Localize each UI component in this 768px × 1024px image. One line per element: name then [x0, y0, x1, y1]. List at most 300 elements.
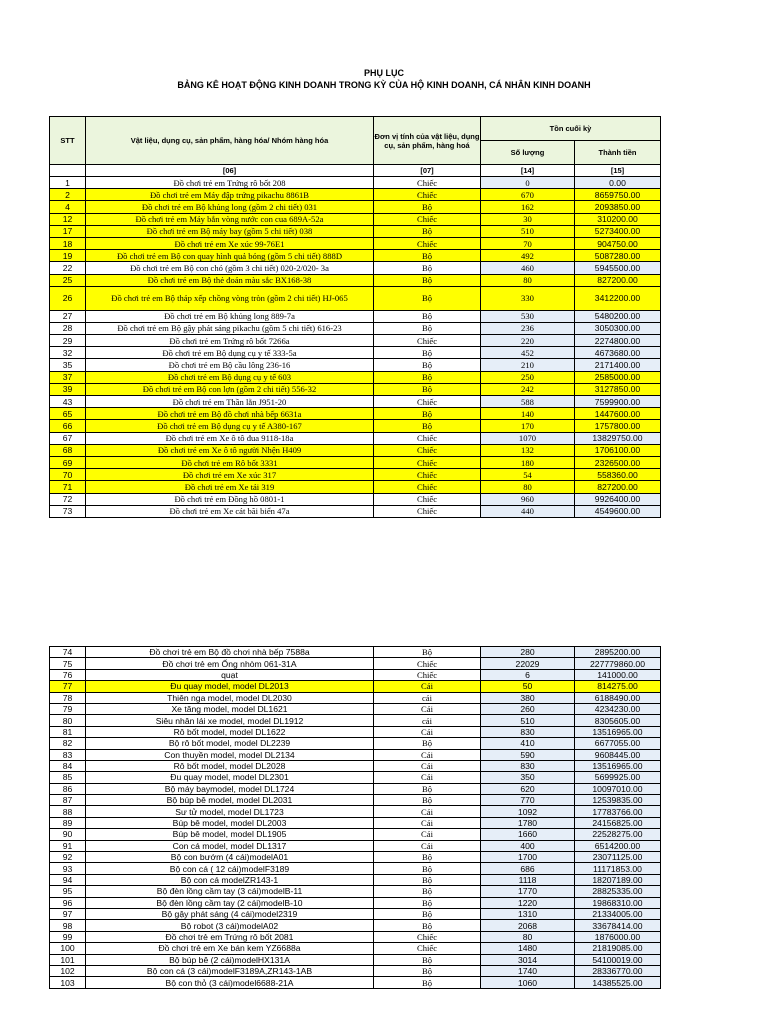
table-row	[50, 931, 661, 942]
table-row	[50, 863, 661, 874]
cell-quantity: 70	[481, 237, 575, 249]
cell-quantity: 22029	[481, 658, 575, 669]
table-row	[50, 432, 661, 444]
cell-stt: 76	[50, 669, 86, 680]
table-row	[50, 505, 661, 517]
cell-amount: 13829750.00	[575, 432, 661, 444]
cell-amount: 227779860.00	[575, 658, 661, 669]
cell-unit: Bộ	[374, 322, 481, 334]
cell-quantity: 1220	[481, 897, 575, 908]
cell-stt: 4	[50, 201, 86, 213]
cell-item-name: Đồ chơi trẻ em Xe xúc 99-76E1	[86, 237, 374, 249]
cell-quantity: 770	[481, 795, 575, 806]
table-row	[50, 189, 661, 201]
cell-stt: 19	[50, 250, 86, 262]
code-stt	[50, 165, 86, 177]
cell-item-name: Bộ con cá (3 cái)modelF3189A,ZR143-1AB	[86, 965, 374, 976]
cell-amount: 558360.00	[575, 469, 661, 481]
cell-unit: Bộ	[374, 886, 481, 897]
table-row	[50, 322, 661, 334]
table-row	[50, 658, 661, 669]
cell-stt: 82	[50, 738, 86, 749]
cell-item-name: Đồ chơi trẻ em Bộ thẻ đoán màu sắc BX168-38	[86, 274, 374, 286]
cell-quantity: 510	[481, 225, 575, 237]
cell-quantity: 1118	[481, 874, 575, 885]
cell-unit: Bộ	[374, 977, 481, 988]
cell-item-name: Đồ chơi trẻ em Xe tải 319	[86, 481, 374, 493]
code-quantity: [14]	[481, 165, 575, 177]
cell-stt: 37	[50, 371, 86, 383]
cell-item-name: Thiên nga model, model DL2030	[86, 692, 374, 703]
cell-unit: Cái	[374, 829, 481, 840]
cell-unit: Bộ	[374, 310, 481, 322]
table-row	[50, 481, 661, 493]
cell-item-name: Đồ chơi trẻ em Bộ đồ chơi nhà bếp 7588a	[86, 647, 374, 658]
cell-quantity: 80	[481, 274, 575, 286]
cell-quantity: 590	[481, 749, 575, 760]
cell-amount: 19868310.00	[575, 897, 661, 908]
cell-item-name: Bộ gậy phát sáng (4 cái)model2319	[86, 908, 374, 919]
cell-quantity: 460	[481, 262, 575, 274]
table-row	[50, 681, 661, 692]
table-row	[50, 493, 661, 505]
cell-quantity: 132	[481, 444, 575, 456]
cell-amount: 1876000.00	[575, 931, 661, 942]
cell-unit: Bộ	[374, 286, 481, 310]
cell-unit: Cái	[374, 749, 481, 760]
cell-unit: Chiếc	[374, 189, 481, 201]
cell-amount: 2895200.00	[575, 647, 661, 658]
cell-item-name: Đồ chơi trẻ em Trứng rô bốt 7266a	[86, 335, 374, 347]
cell-quantity: 210	[481, 359, 575, 371]
cell-amount: 7599900.00	[575, 396, 661, 408]
cell-stt: 12	[50, 213, 86, 225]
cell-stt: 94	[50, 874, 86, 885]
cell-quantity: 2068	[481, 920, 575, 931]
cell-unit: Bộ	[374, 863, 481, 874]
cell-amount: 904750.00	[575, 237, 661, 249]
cell-quantity: 830	[481, 726, 575, 737]
cell-unit: Bộ	[374, 647, 481, 658]
cell-amount: 5699925.00	[575, 772, 661, 783]
table-row	[50, 738, 661, 749]
cell-unit: Chiếc	[374, 931, 481, 942]
cell-item-name: Bộ robot (3 cái)modelA02	[86, 920, 374, 931]
code-unit: [07]	[374, 165, 481, 177]
cell-amount: 141000.00	[575, 669, 661, 680]
cell-amount: 0.00	[575, 177, 661, 189]
cell-item-name: Bộ con thỏ (3 cái)model6688-21A	[86, 977, 374, 988]
cell-stt: 96	[50, 897, 86, 908]
cell-item-name: Đu quay model, model DL2013	[86, 681, 374, 692]
cell-item-name: Đồ chơi trẻ em Bộ đồ chơi nhà bếp 6631a	[86, 408, 374, 420]
cell-amount: 2171400.00	[575, 359, 661, 371]
cell-quantity: 250	[481, 371, 575, 383]
cell-amount: 11171853.00	[575, 863, 661, 874]
table-row	[50, 420, 661, 432]
cell-stt: 91	[50, 840, 86, 851]
cell-stt: 73	[50, 505, 86, 517]
cell-stt: 83	[50, 749, 86, 760]
cell-stt: 98	[50, 920, 86, 931]
cell-stt: 77	[50, 681, 86, 692]
cell-quantity: 452	[481, 347, 575, 359]
cell-stt: 90	[50, 829, 86, 840]
cell-item-name: Con thuyền model, model DL2134	[86, 749, 374, 760]
cell-unit: Chiếc	[374, 505, 481, 517]
cell-quantity: 440	[481, 505, 575, 517]
cell-item-name: Đồ chơi trẻ em Xe cát bãi biển 47a	[86, 505, 374, 517]
cell-amount: 18207189.00	[575, 874, 661, 885]
cell-stt: 92	[50, 852, 86, 863]
cell-amount: 6188490.00	[575, 692, 661, 703]
table-row	[50, 897, 661, 908]
header-stt: STT	[50, 117, 86, 165]
cell-amount: 827200.00	[575, 274, 661, 286]
header-ending-stock: Tồn cuối kỳ	[481, 117, 661, 141]
cell-amount: 3127850.00	[575, 383, 661, 395]
cell-stt: 97	[50, 908, 86, 919]
cell-amount: 2274800.00	[575, 335, 661, 347]
table-row	[50, 444, 661, 456]
table-row	[50, 274, 661, 286]
cell-stt: 39	[50, 383, 86, 395]
cell-unit: Chiếc	[374, 432, 481, 444]
cell-stt: 95	[50, 886, 86, 897]
table-row	[50, 920, 661, 931]
cell-quantity: 1700	[481, 852, 575, 863]
cell-quantity: 530	[481, 310, 575, 322]
table-row	[50, 177, 661, 189]
cell-unit: Chiếc	[374, 335, 481, 347]
cell-item-name: Rô bốt model, model DL2028	[86, 760, 374, 771]
cell-item-name: Bộ đèn lồng cầm tay (2 cái)modelB-10	[86, 897, 374, 908]
cell-item-name: Bộ con cá modelZR143-1	[86, 874, 374, 885]
cell-stt: 78	[50, 692, 86, 703]
cell-stt: 85	[50, 772, 86, 783]
cell-unit: Bộ	[374, 908, 481, 919]
table-row	[50, 726, 661, 737]
table-row	[50, 965, 661, 976]
cell-amount: 28825335.00	[575, 886, 661, 897]
cell-item-name: Bộ rô bốt model, model DL2239	[86, 738, 374, 749]
header-name: Vật liệu, dụng cụ, sản phẩm, hàng hóa/ Nhóm hàng hóa	[86, 117, 374, 165]
cell-unit: Bộ	[374, 795, 481, 806]
cell-item-name: Đồ chơi trẻ em Bộ tháp xếp chồng vòng tròn (gồm 2 chi tiết) HJ-065	[86, 286, 374, 310]
table-row	[50, 250, 661, 262]
cell-item-name: Đồ chơi trẻ em Rô bốt 3331	[86, 456, 374, 468]
cell-stt: 65	[50, 408, 86, 420]
cell-amount: 8305605.00	[575, 715, 661, 726]
cell-unit: Bộ	[374, 420, 481, 432]
cell-unit: Bộ	[374, 783, 481, 794]
cell-quantity: 960	[481, 493, 575, 505]
cell-unit: Bộ	[374, 920, 481, 931]
cell-unit: Chiếc	[374, 237, 481, 249]
cell-quantity: 80	[481, 481, 575, 493]
cell-amount: 4549600.00	[575, 505, 661, 517]
cell-quantity: 510	[481, 715, 575, 726]
cell-stt: 35	[50, 359, 86, 371]
cell-unit: Cái	[374, 703, 481, 714]
cell-unit: Chiếc	[374, 481, 481, 493]
table-row	[50, 647, 661, 658]
cell-stt: 84	[50, 760, 86, 771]
table-row	[50, 886, 661, 897]
cell-unit: Chiếc	[374, 943, 481, 954]
cell-quantity: 830	[481, 760, 575, 771]
cell-unit: Bộ	[374, 359, 481, 371]
table-row	[50, 359, 661, 371]
cell-amount: 6677055.00	[575, 738, 661, 749]
header-unit: Đơn vị tính của vật liệu, dụng cụ, sản phẩm, hàng hoá	[374, 117, 481, 165]
cell-item-name: Đồ chơi trẻ em Trứng rô bốt 208	[86, 177, 374, 189]
cell-quantity: 242	[481, 383, 575, 395]
cell-stt: 67	[50, 432, 86, 444]
cell-stt: 29	[50, 335, 86, 347]
cell-item-name: Đồ chơi trẻ em Bộ con lợn (gồm 2 chi tiết) 556-32	[86, 383, 374, 395]
cell-quantity: 620	[481, 783, 575, 794]
cell-quantity: 80	[481, 931, 575, 942]
cell-amount: 1706100.00	[575, 444, 661, 456]
table-row	[50, 703, 661, 714]
cell-quantity: 410	[481, 738, 575, 749]
header-quantity: Số lượng	[481, 141, 575, 165]
table-row	[50, 760, 661, 771]
cell-stt: 28	[50, 322, 86, 334]
cell-quantity: 380	[481, 692, 575, 703]
table-row	[50, 456, 661, 468]
cell-item-name: Đồ chơi trẻ em Ống nhòm 061-31A	[86, 658, 374, 669]
cell-quantity: 1060	[481, 977, 575, 988]
cell-quantity: 1310	[481, 908, 575, 919]
cell-quantity: 1660	[481, 829, 575, 840]
cell-item-name: Búp bê model, model DL1905	[86, 829, 374, 840]
cell-stt: 101	[50, 954, 86, 965]
cell-item-name: Đồ chơi trẻ em Bộ máy bay (gồm 5 chi tiết) 038	[86, 225, 374, 237]
table-row	[50, 201, 661, 213]
table-row	[50, 783, 661, 794]
cell-item-name: Đu quay model, model DL2301	[86, 772, 374, 783]
table-row	[50, 954, 661, 965]
cell-item-name: Bộ búp bê model, model DL2031	[86, 795, 374, 806]
cell-stt: 27	[50, 310, 86, 322]
cell-amount: 5087280.00	[575, 250, 661, 262]
page-title: PHỤ LỤC	[364, 68, 404, 78]
table-row	[50, 371, 661, 383]
cell-stt: 74	[50, 647, 86, 658]
cell-item-name: Bộ con cá ( 12 cái)modelF3189	[86, 863, 374, 874]
cell-stt: 102	[50, 965, 86, 976]
cell-unit: Cái	[374, 806, 481, 817]
cell-unit: cái	[374, 715, 481, 726]
cell-unit: Bộ	[374, 383, 481, 395]
cell-amount: 54100019.00	[575, 954, 661, 965]
cell-stt: 72	[50, 493, 86, 505]
table-row	[50, 817, 661, 828]
cell-unit: Chiếc	[374, 669, 481, 680]
cell-stt: 18	[50, 237, 86, 249]
table-row	[50, 908, 661, 919]
table-row	[50, 840, 661, 851]
cell-stt: 43	[50, 396, 86, 408]
cell-item-name: Đồ chơi trẻ em Bộ khủng long (gồm 2 chi tiết) 031	[86, 201, 374, 213]
cell-unit: Cái	[374, 760, 481, 771]
table-row	[50, 692, 661, 703]
cell-quantity: 492	[481, 250, 575, 262]
cell-item-name: Đồ chơi trẻ em Bộ khủng long 889-7a	[86, 310, 374, 322]
table-row	[50, 383, 661, 395]
cell-stt: 2	[50, 189, 86, 201]
cell-stt: 89	[50, 817, 86, 828]
cell-quantity: 236	[481, 322, 575, 334]
table-row	[50, 977, 661, 988]
cell-stt: 70	[50, 469, 86, 481]
cell-unit: Chiếc	[374, 469, 481, 481]
cell-unit: Bộ	[374, 408, 481, 420]
cell-unit: Cái	[374, 772, 481, 783]
cell-amount: 1757800.00	[575, 420, 661, 432]
cell-quantity: 330	[481, 286, 575, 310]
cell-unit: cái	[374, 692, 481, 703]
cell-unit: Chiếc	[374, 213, 481, 225]
cell-amount: 9608445.00	[575, 749, 661, 760]
cell-item-name: Đồ chơi trẻ em Bộ dụng cụ y tế 333-5a	[86, 347, 374, 359]
table-row	[50, 408, 661, 420]
cell-item-name: Đồ chơi trẻ em Bộ cầu lông 236-16	[86, 359, 374, 371]
cell-item-name: Bộ con bướm (4 cái)modelA01	[86, 852, 374, 863]
cell-amount: 3050300.00	[575, 322, 661, 334]
cell-unit: Bộ	[374, 965, 481, 976]
cell-amount: 22528275.00	[575, 829, 661, 840]
cell-amount: 28336770.00	[575, 965, 661, 976]
cell-amount: 5945500.00	[575, 262, 661, 274]
cell-amount: 13516965.00	[575, 760, 661, 771]
table-row	[50, 396, 661, 408]
cell-quantity: 162	[481, 201, 575, 213]
cell-amount: 5480200.00	[575, 310, 661, 322]
cell-amount: 4234230.00	[575, 703, 661, 714]
cell-stt: 99	[50, 931, 86, 942]
cell-item-name: Đồ chơi trẻ em Thần lằn J951-20	[86, 396, 374, 408]
table-row	[50, 874, 661, 885]
cell-quantity: 1740	[481, 965, 575, 976]
cell-unit: Chiếc	[374, 493, 481, 505]
cell-stt: 1	[50, 177, 86, 189]
cell-item-name: Con cá model, model DL1317	[86, 840, 374, 851]
cell-item-name: Đồ chơi trẻ em Đồng hồ 0801-1	[86, 493, 374, 505]
cell-stt: 69	[50, 456, 86, 468]
cell-unit: Chiếc	[374, 444, 481, 456]
cell-item-name: Đồ chơi trẻ em Xe ô tô người Nhện H409	[86, 444, 374, 456]
cell-stt: 93	[50, 863, 86, 874]
cell-unit: Bộ	[374, 371, 481, 383]
cell-amount: 6514200.00	[575, 840, 661, 851]
cell-amount: 1447600.00	[575, 408, 661, 420]
table-row	[50, 795, 661, 806]
cell-quantity: 1480	[481, 943, 575, 954]
cell-stt: 100	[50, 943, 86, 954]
cell-unit: Bộ	[374, 250, 481, 262]
cell-quantity: 220	[481, 335, 575, 347]
cell-quantity: 1092	[481, 806, 575, 817]
cell-quantity: 1780	[481, 817, 575, 828]
cell-amount: 827200.00	[575, 481, 661, 493]
cell-stt: 86	[50, 783, 86, 794]
cell-quantity: 280	[481, 647, 575, 658]
cell-quantity: 170	[481, 420, 575, 432]
table-row	[50, 225, 661, 237]
cell-quantity: 350	[481, 772, 575, 783]
cell-unit: Cái	[374, 817, 481, 828]
cell-unit: Bộ	[374, 347, 481, 359]
cell-amount: 17783766.00	[575, 806, 661, 817]
cell-stt: 22	[50, 262, 86, 274]
cell-amount: 14385525.00	[575, 977, 661, 988]
cell-unit: Bộ	[374, 262, 481, 274]
table-row	[50, 237, 661, 249]
cell-unit: Chiếc	[374, 396, 481, 408]
cell-amount: 13516965.00	[575, 726, 661, 737]
cell-item-name: Siêu nhân lái xe model, model DL1912	[86, 715, 374, 726]
cell-item-name: Đồ chơi trẻ em Bộ con quay hình quả bóng (gồm 5 chi tiết) 888D	[86, 250, 374, 262]
cell-stt: 87	[50, 795, 86, 806]
cell-unit: Chiếc	[374, 456, 481, 468]
cell-quantity: 260	[481, 703, 575, 714]
cell-quantity: 0	[481, 177, 575, 189]
cell-quantity: 30	[481, 213, 575, 225]
cell-unit: Cái	[374, 840, 481, 851]
cell-item-name: Đồ chơi trẻ em Bộ dụng cụ y tế A380-167	[86, 420, 374, 432]
cell-unit: Chiếc	[374, 177, 481, 189]
cell-amount: 8659750.00	[575, 189, 661, 201]
cell-unit: Cái	[374, 726, 481, 737]
cell-item-name: Bộ búp bê (2 cái)modelHX131A	[86, 954, 374, 965]
cell-item-name: quạt	[86, 669, 374, 680]
table-row	[50, 749, 661, 760]
table-row	[50, 943, 661, 954]
cell-amount: 4673680.00	[575, 347, 661, 359]
cell-item-name: Đồ chơi trẻ em Bộ con chó (gồm 3 chi tiết) 020-2/020- 3a	[86, 262, 374, 274]
cell-quantity: 400	[481, 840, 575, 851]
header-amount: Thành tiền	[575, 141, 661, 165]
cell-stt: 75	[50, 658, 86, 669]
cell-item-name: Đồ chơi trẻ em Bộ dụng cụ y tế 603	[86, 371, 374, 383]
table-row	[50, 772, 661, 783]
cell-item-name: Búp bê model, model DL2003	[86, 817, 374, 828]
cell-quantity: 180	[481, 456, 575, 468]
cell-unit: Bộ	[374, 954, 481, 965]
inventory-table-2	[49, 646, 661, 989]
cell-item-name: Đồ chơi trẻ em Xe ô tô đua 9118-18a	[86, 432, 374, 444]
cell-unit: Cái	[374, 681, 481, 692]
table-row	[50, 829, 661, 840]
cell-item-name: Đồ chơi trẻ em Máy đập trứng pikachu 8861B	[86, 189, 374, 201]
cell-stt: 25	[50, 274, 86, 286]
cell-quantity: 588	[481, 396, 575, 408]
cell-item-name: Xe tăng model, model DL1621	[86, 703, 374, 714]
table-row	[50, 806, 661, 817]
inventory-table-1	[49, 116, 661, 518]
cell-amount: 2585000.00	[575, 371, 661, 383]
cell-stt: 79	[50, 703, 86, 714]
cell-amount: 24156825.00	[575, 817, 661, 828]
cell-stt: 17	[50, 225, 86, 237]
cell-unit: Bộ	[374, 225, 481, 237]
table-row	[50, 335, 661, 347]
table-row	[50, 852, 661, 863]
table-row	[50, 469, 661, 481]
